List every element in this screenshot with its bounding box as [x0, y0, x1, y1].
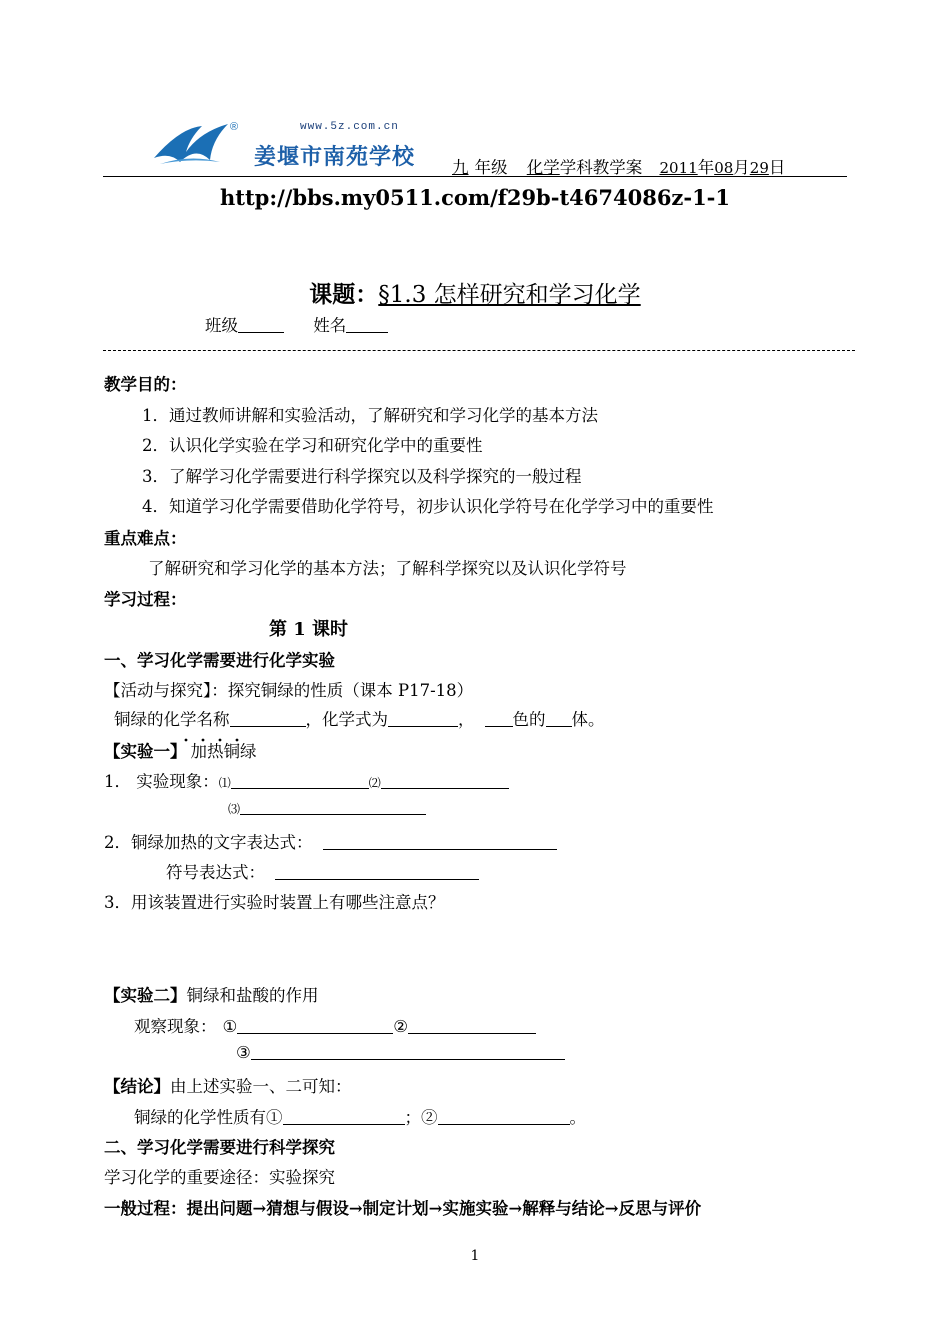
header-rule	[103, 176, 847, 177]
exp2-observe-line2	[236, 1043, 565, 1062]
month-value: 08	[714, 159, 734, 177]
exp1-tag: 【实验一】	[104, 742, 187, 761]
period: 。	[569, 1108, 586, 1127]
exp1-text: 加热铜绿	[190, 742, 257, 761]
word-equation-blank[interactable]	[323, 833, 557, 850]
objective-item-1: 1．通过教师讲解和实验活动，了解研究和学习化学的基本方法	[142, 406, 598, 425]
q2-label: 2．铜绿加热的文字表达式：	[104, 833, 313, 852]
color-blank[interactable]	[485, 710, 513, 727]
section1-heading: 一、学习化学需要进行化学实验	[104, 651, 335, 670]
c3-mark: ⑶	[228, 802, 241, 816]
copper-name-label: 铜绿的化学名称	[114, 710, 230, 729]
exp1-obs1-blank[interactable]	[231, 772, 369, 789]
logo-url: www.5z.com.cn	[300, 121, 399, 133]
grade-label: 年级	[474, 158, 508, 177]
exp2-obs1-blank[interactable]	[237, 1017, 393, 1034]
objective-item-2: 2．认识化学实验在学习和研究化学中的重要性	[142, 436, 483, 455]
exp1-q2-line	[104, 829, 557, 853]
copper-line	[114, 706, 605, 730]
class-name-line	[205, 312, 388, 336]
q1-label: 1． 实验现象：	[104, 772, 219, 791]
exp1-q1-line	[104, 768, 509, 792]
class-blank[interactable]	[238, 316, 284, 333]
day-label: 日	[768, 158, 786, 177]
objective-item-3: 3．了解学习化学需要进行科学探究以及科学探究的一般过程	[142, 467, 582, 486]
m3-mark: ③	[236, 1043, 251, 1062]
emphasis-dots	[182, 728, 252, 734]
comma: ，	[458, 710, 475, 729]
property-label: 铜绿的化学性质有	[134, 1108, 266, 1127]
conclusion-tag: 【结论】	[104, 1077, 170, 1096]
activity-text: ：探究铜绿的性质（课本 P17-18）	[211, 681, 474, 700]
property2-blank[interactable]	[438, 1108, 570, 1125]
title-label: 课题：	[309, 281, 379, 308]
p1-mark: ①	[266, 1108, 283, 1127]
page-number: 1	[470, 1248, 480, 1264]
exp1-line	[104, 738, 257, 762]
lesson-title	[0, 276, 950, 309]
grade-value: 九	[452, 158, 469, 177]
activity-tag: 【活动与探究】	[104, 681, 212, 700]
copper-formula-label: ，化学式为	[305, 710, 388, 729]
q2b-label: 符号表达式：	[166, 863, 265, 882]
key-points-heading: 重点难点：	[104, 529, 187, 548]
exp1-q1b-line	[228, 798, 426, 817]
class-label: 班级	[205, 316, 238, 335]
c2-mark: ⑵	[368, 776, 381, 790]
month-label: 月	[733, 158, 750, 177]
objective-item-4: 4．知道学习化学需要借助化学符号，初步认识化学符号在化学学习中的重要性	[142, 497, 714, 516]
color-label: 色的	[512, 710, 546, 729]
year-label: 年	[697, 158, 715, 177]
c1-mark: ⑴	[218, 776, 231, 790]
exp2-line	[104, 982, 319, 1006]
process-heading: 学习过程：	[104, 590, 187, 609]
exp2-text: 铜绿和盐酸的作用	[186, 986, 319, 1005]
symbol-equation-blank[interactable]	[275, 863, 479, 880]
exp2-observe-line	[134, 1013, 536, 1037]
svg-text:®: ®	[230, 121, 239, 133]
exp2-obs2-blank[interactable]	[408, 1017, 536, 1034]
name-label: 姓名	[313, 316, 347, 335]
key-points-text: 了解研究和学习化学的基本方法；了解科学探究以及认识化学符号	[148, 559, 627, 578]
header-info	[446, 154, 785, 178]
semicolon: ；	[404, 1108, 421, 1127]
m2-mark: ②	[393, 1017, 409, 1036]
objectives-heading: 教学目的：	[104, 375, 187, 394]
year-value: 2011	[659, 159, 698, 177]
section2-route: 学习化学的重要途径：实验探究	[104, 1168, 335, 1187]
copper-formula-blank[interactable]	[388, 710, 458, 727]
state-label: 体。	[571, 710, 605, 729]
lesson-period: 第 1 课时	[269, 619, 349, 640]
conclusion-line	[104, 1073, 352, 1097]
title-text: §1.3 怎样研究和学习化学	[378, 282, 641, 308]
day-value: 29	[749, 159, 769, 177]
exp2-obs3-blank[interactable]	[251, 1043, 565, 1060]
logo-school-name: 姜堰市南苑学校	[254, 144, 416, 170]
property-line	[134, 1104, 586, 1128]
p2-mark: ②	[421, 1108, 438, 1127]
subject-label: 学科教学案	[559, 158, 643, 177]
copper-name-blank[interactable]	[230, 710, 306, 727]
exp1-obs3-blank[interactable]	[240, 798, 426, 815]
school-logo	[150, 118, 440, 170]
logo-swoosh-icon	[150, 118, 250, 168]
conclusion-text: 由上述实验一、二可知：	[170, 1077, 352, 1096]
activity-line	[104, 677, 473, 701]
m1-mark: ①	[222, 1017, 238, 1036]
property1-blank[interactable]	[283, 1108, 405, 1125]
exp1-q3-line: 3．用该装置进行实验时装置上有哪些注意点？	[104, 893, 445, 912]
source-link[interactable]: http://bbs.my0511.com/f29b-t4674086z-1-1	[219, 185, 731, 210]
exp1-q2b-line	[166, 859, 479, 883]
name-blank[interactable]	[346, 316, 388, 333]
exp2-tag: 【实验二】	[104, 986, 187, 1005]
subject-value: 化学	[526, 158, 560, 177]
dashed-divider	[103, 350, 855, 351]
state-blank[interactable]	[546, 710, 572, 727]
section2-process: 一般过程：提出问题→猜想与假设→制定计划→实施实验→解释与结论→反思与评价	[104, 1199, 702, 1218]
section2-heading: 二、学习化学需要进行科学探究	[104, 1138, 335, 1157]
observe-label: 观察现象：	[134, 1017, 217, 1036]
exp1-obs2-blank[interactable]	[381, 772, 509, 789]
